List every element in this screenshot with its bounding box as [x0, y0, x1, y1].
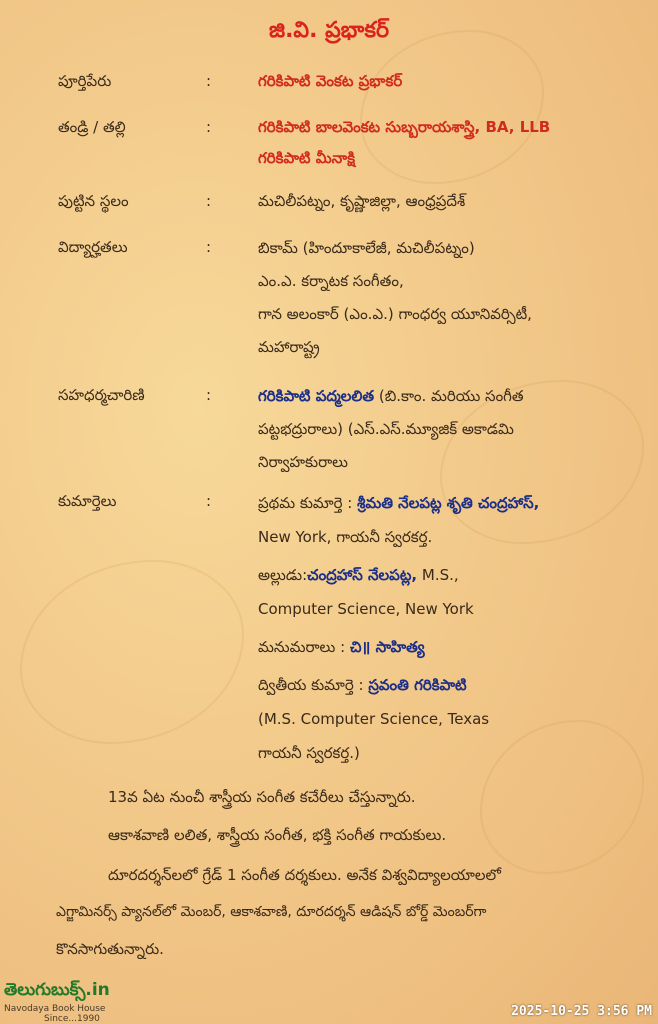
paragraph-line: 13వ ఏట నుంచీ శాస్త్రీయ సంగీత కచేరీలు చేస్తున్నారు. [108, 788, 416, 806]
father-name: గరికిపాటి బాలవెంకట సుబ్బరాయశాస్త్రి, BA, LLB [258, 118, 551, 136]
second-daughter-detail: గాయనీ స్వరకర్త.) [258, 744, 360, 762]
first-daughter-name: శ్రీమతి నేలపట్ల శృతి చంద్రహాస్, [357, 494, 540, 512]
first-daughter-prefix: ప్రథమ కుమార్తె : [258, 494, 358, 512]
leaf-decoration [20, 560, 244, 744]
education-line: ఎం.ఎ. కర్నాటక సంగీతం, [258, 272, 404, 290]
second-daughter-name: స్రవంతి గరికిపాటి [368, 676, 467, 694]
site-watermark-logo [4, 980, 134, 1024]
education-line: మహారాష్ట్ర [258, 338, 320, 356]
education-line: బికామ్ (హిందూకాలేజీ, మచిలీపట్నం) [258, 239, 475, 257]
label-birthplace: పుట్టిన స్థలం [58, 192, 129, 210]
spouse-name: గరికిపాటి పద్మలలిత [258, 387, 375, 405]
value-birthplace [258, 186, 648, 217]
paragraph-line: ఆకాశవాణి లలిత, శాస్త్రీయ సంగీత, భక్తి సంగీత గాయకులు. [108, 826, 447, 844]
paragraph-line: కొనసాగుతున్నారు. [56, 940, 164, 958]
label-daughters: కుమార్తెలు [58, 492, 117, 510]
son-in-law-degree: M.S., [417, 566, 459, 584]
colon: : [206, 492, 212, 510]
mother-name: గరికిపాటి మీనాక్షి [258, 149, 356, 167]
value-daughters [258, 486, 658, 770]
full-name-text: గరికిపాటి వెంకట ప్రభాకర్ [258, 72, 403, 90]
value-education [258, 232, 648, 364]
spouse-detail: నిర్వాహకురాలు [258, 453, 348, 471]
value-spouse [258, 380, 648, 479]
first-daughter-detail: New York, గాయనీ స్వరకర్త. [258, 528, 433, 546]
label-education: విద్యార్హతలు [58, 238, 128, 256]
value-parents [258, 112, 648, 174]
granddaughter-prefix: మనుమరాలు : [258, 638, 350, 656]
colon: : [206, 192, 212, 210]
spouse-detail: పట్టభద్రురాలు) (ఎస్.ఎస్.మ్యూజిక్ అకాడమి [258, 420, 514, 438]
colon: : [206, 238, 212, 256]
paragraph-line: ఎగ్జామినర్స్ ప్యానల్‌లో మెంబర్, ఆకాశవాణి, దూరదర్శన్ ఆడిషన్ బోర్డ్ మెంబర్‌గా [56, 904, 487, 920]
colon: : [206, 386, 212, 404]
page-title: జి.వి. ప్రభాకర్ [268, 18, 389, 43]
value-full-name [258, 66, 648, 97]
label-spouse: సహధర్మచారిణి [58, 386, 145, 404]
son-in-law-name: చంద్రహాస్ నేలపట్ల, [307, 566, 418, 584]
watermark-since: Since...1990 [44, 1014, 100, 1024]
photo-timestamp: 2025-10-25 3:56 PM [511, 1004, 652, 1019]
watermark-site: తెలుగుబుక్స్.in [4, 980, 110, 1000]
colon: : [206, 72, 212, 90]
second-daughter-prefix: ద్వితీయ కుమార్తె : [258, 676, 369, 694]
birthplace-text: మచిలీపట్నం, కృష్ణాజిల్లా, ఆంధ్రప్రదేశ్ [258, 192, 466, 210]
spouse-detail: (బి.కాం. మరియు సంగీత [374, 387, 524, 405]
son-in-law-detail: Computer Science, New York [258, 600, 474, 618]
son-in-law-prefix: అల్లుడు: [258, 566, 308, 584]
label-parents: తండ్రి / తల్లి [58, 118, 126, 136]
watermark-sub: Navodaya Book House [4, 1004, 106, 1014]
second-daughter-detail: (M.S. Computer Science, Texas [258, 710, 490, 728]
paragraph-line: దూరదర్శన్‌లలో గ్రేడ్ 1 సంగీత దర్శకులు. అనేక విశ్వవిద్యాలయాలలో [108, 866, 501, 884]
label-full-name: పూర్తిపేరు [58, 72, 112, 90]
granddaughter-name: చి॥ సాహిత్య [349, 638, 425, 656]
education-line: గాన అలంకార్ (ఎం.ఎ.) గాంధర్వ యూనివర్సిటీ, [258, 305, 532, 323]
colon: : [206, 118, 212, 136]
